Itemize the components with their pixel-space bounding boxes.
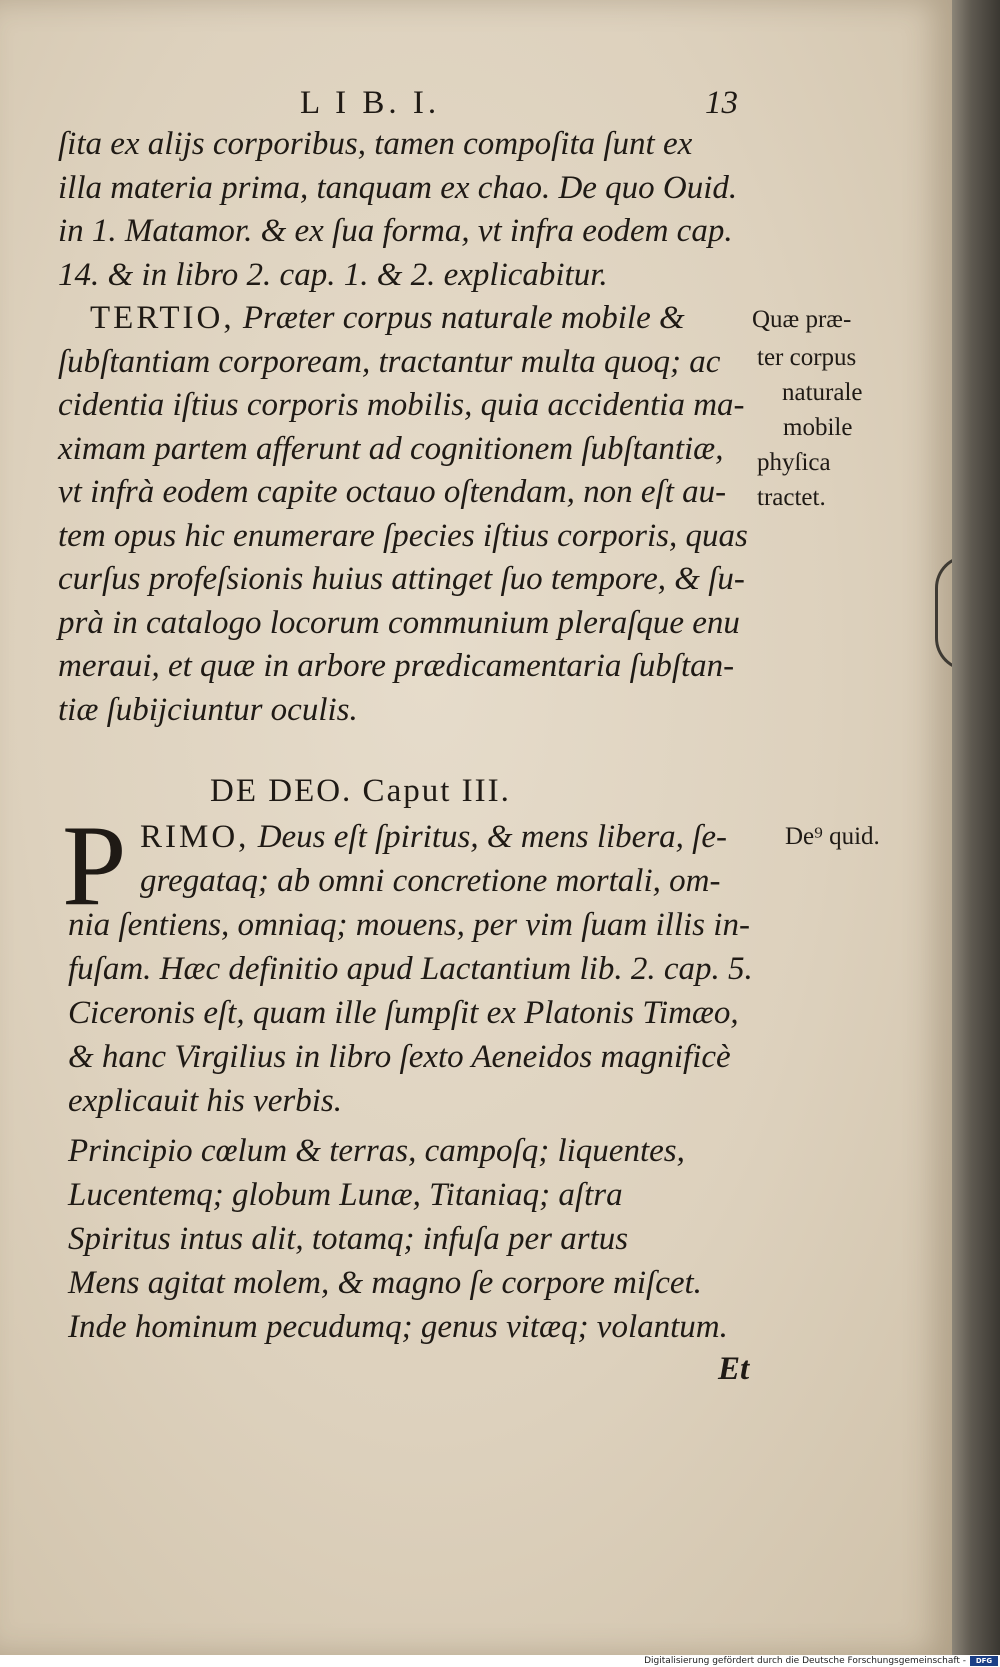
text-line: Ciceronis eſt, quam ille ſumpſit ex Platonis Timæo, (68, 995, 739, 1031)
margin-note-line: ter corpus (757, 344, 857, 371)
margin-note-line: mobile (783, 414, 853, 441)
margin-note-line: naturale (782, 379, 863, 406)
text-line: nia ſentiens, omniaq; mouens, per vim ſuam illis in- (68, 907, 750, 943)
margin-note-line: Quæ præ- (752, 306, 852, 333)
text-line: 14. & in libro 2. cap. 1. & 2. explicabitur. (58, 257, 608, 293)
text-line: RIMO, Deus eſt ſpiritus, & mens libera, ſe- (140, 819, 727, 855)
text-line: cidentia iſtius corporis mobilis, quia accidentia ma- (58, 387, 745, 423)
text-line: ximam partem afferunt ad cognitionem ſubſtantiæ, (58, 431, 724, 467)
lead-word: TERTIO, (90, 300, 235, 336)
verse-line: Inde hominum pecudumq; genus vitæq; volantum. (68, 1309, 728, 1345)
drop-cap: P (62, 802, 127, 930)
text-line: TERTIO, Præter corpus naturale mobile & (90, 300, 685, 336)
verse-line: Lucentemq; globum Lunæ, Titaniaq; aſtra (68, 1177, 623, 1213)
page-edge (952, 0, 1000, 1655)
text-line: & hanc Virgilius in libro ſexto Aeneidos magnificè (68, 1039, 731, 1075)
text-line: ſubſtantiam corpoream, tractantur multa quoq; ac (58, 344, 721, 380)
text-line: curſus profeſsionis huius attinget ſuo tempore, & ſu- (58, 561, 745, 597)
text-line: illa materia prima, tanquam ex chao. De quo Ouid. (58, 170, 738, 206)
text-line: vt infrà eodem capite octauo oſtendam, non eſt au- (58, 474, 727, 510)
verse-line: Principio cœlum & terras, campoſq; liquentes, (68, 1133, 685, 1169)
text-line: explicauit his verbis. (68, 1083, 343, 1119)
page-number: 13 (705, 85, 738, 121)
text-line: prà in catalogo locorum communium pleraſque enu (58, 605, 740, 641)
dfg-logo: DFG (970, 1656, 998, 1666)
text-line: tem opus hic enumerare ſpecies iſtius corporis, quas (58, 518, 748, 554)
text-line: in 1. Matamor. & ex ſua forma, vt infra eodem cap. (58, 213, 733, 249)
text-line: gregataq; ab omni concretione mortali, om- (140, 863, 721, 899)
footer-credit: Digitalisierung gefördert durch die Deutsche Forschungsgemeinschaft - (644, 1656, 966, 1666)
chapter-heading: DE DEO. Caput III. (210, 773, 511, 809)
running-title: L I B. I. (300, 85, 441, 121)
margin-note-line: phyſica (757, 449, 831, 476)
text-line: tiæ ſubijciuntur oculis. (58, 692, 358, 728)
lead-word: RIMO, (140, 819, 250, 855)
text-line: fuſam. Hæc definitio apud Lactantium lib. 2. cap. 5. (68, 951, 753, 987)
margin-note-line: tractet. (757, 484, 826, 511)
margin-note: De⁹ quid. (785, 823, 880, 850)
verse-line: Mens agitat molem, & magno ſe corpore miſcet. (68, 1265, 702, 1301)
footer-bar (0, 1655, 1000, 1667)
catchword: Et (718, 1351, 750, 1387)
text-line: meraui, et quæ in arbore prædicamentaria ſubſtan- (58, 648, 735, 684)
verse-line: Spiritus intus alit, totamq; infuſa per artus (68, 1221, 629, 1257)
text-line: ſita ex alijs corporibus, tamen compoſita ſunt ex (58, 126, 693, 162)
